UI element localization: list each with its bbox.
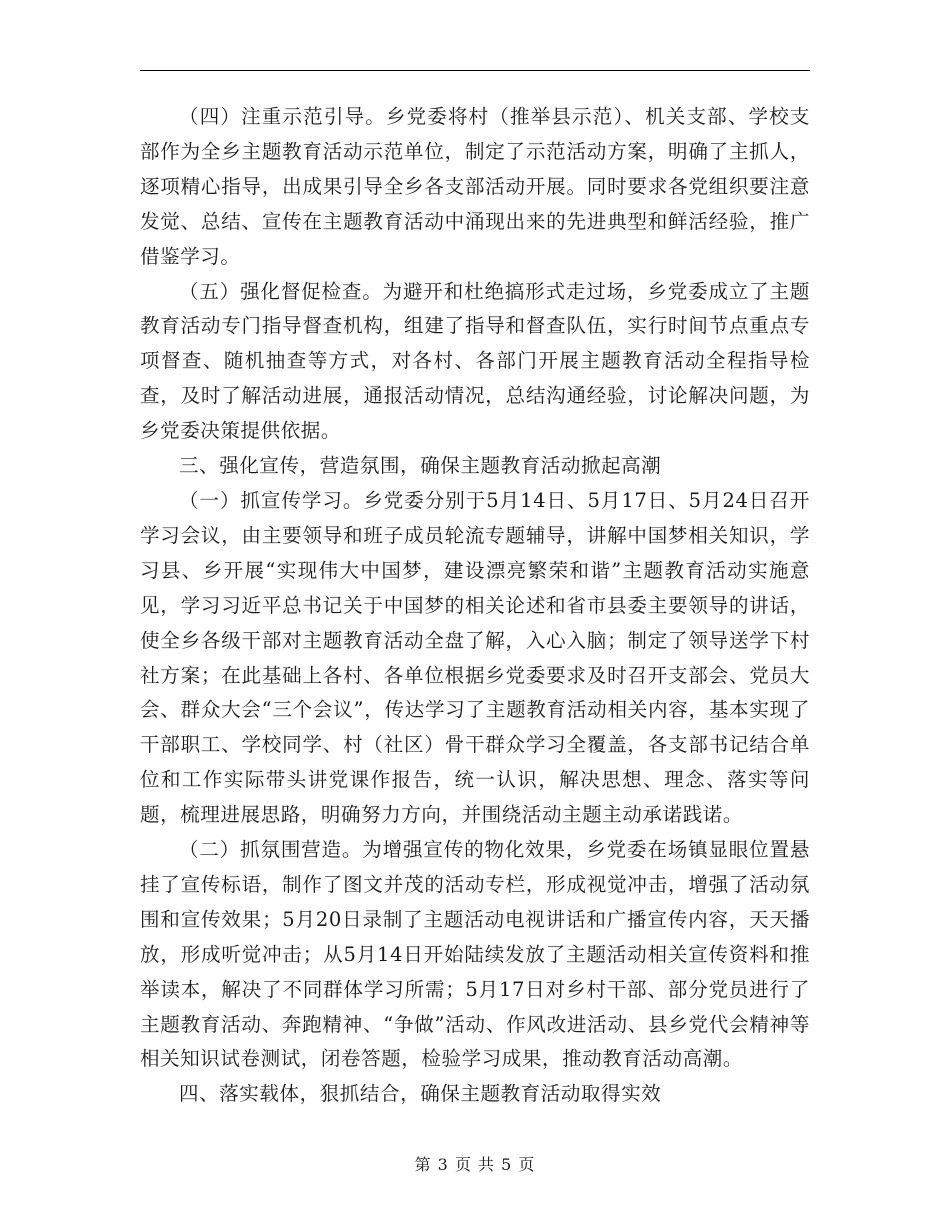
paragraph-demonstration-guidance: （四）注重示范引导。乡党委将村（推举县示范）、机关支部、学校支部作为全乡主题教育活动示范单位，制定了示范活动方案，明确了主抓人，逐项精心指导，出成果引导全乡各支部活动开展。同时要求各党组织要注意发觉、总结、宣传在主题教育活动中涌现出来的先进典型和鲜活经验，推广借鉴学习。 bbox=[140, 105, 810, 268]
document-body bbox=[140, 100, 810, 1112]
paragraph-atmosphere-building: （二）抓氛围营造。为增强宣传的物化效果，乡党委在场镇显眼位置悬挂了宣传标语，制作了图文并茂的活动专栏，形成视觉冲击，增强了活动氛围和宣传效果；5月20日录制了主题活动电视讲话和广播宣传内容，天天播放，形成听觉冲击；从5月14日开始陆续发放了主题活动相关宣传资料和推举读本，解决了不同群体学习所需；5月17日对乡村干部、部分党员进行了主题教育活动、奔跑精神、“争做”活动、作风改进活动、县乡党代会精神等相关知识试卷测试，闭卷答题，检验学习成果，推动教育活动高潮。 bbox=[140, 838, 810, 1071]
page-number-footer: 第 3 页 共 5 页 bbox=[414, 1155, 536, 1174]
header-rule bbox=[140, 70, 810, 71]
section-heading-publicity: 三、强化宣传，营造氛围，确保主题教育活动掀起高潮 bbox=[179, 454, 662, 478]
paragraph-supervision-inspection: （五）强化督促检查。为避开和杜绝搞形式走过场，乡党委成立了主题教育活动专门指导督查机构，组建了指导和督查队伍，实行时间节点重点专项督查、随机抽查等方式，对各村、各部门开展主题教育活动全程指导检查，及时了解活动进展，通报活动情况，总结沟通经验，讨论解决问题，为乡党委决策提供依据。 bbox=[140, 279, 810, 443]
section-heading-implementation: 四、落实载体，狠抓结合，确保主题教育活动取得实效 bbox=[179, 1082, 662, 1106]
paragraph-publicity-study: （一）抓宣传学习。乡党委分别于5月14日、5月17日、5月24日召开学习会议，由主要领导和班子成员轮流专题辅导，讲解中国梦相关知识，学习县、乡开展“实现伟大中国梦，建设漂亮繁荣和谐”主题教育活动实施意见，学习习近平总书记关于中国梦的相关论述和省市县委主要领导的讲话，使全乡各级干部对主题教育活动全盘了解，入心入脑；制定了领导送学下村社方案；在此基础上各村、各单位根据乡党委要求及时召开支部会、党员大会、群众大会“三个会议”，传达学习了主题教育活动相关内容，基本实现了干部职工、学校同学、村（社区）骨干群众学习全覆盖，各支部书记结合单位和工作实际带头讲党课作报告，统一认识，解决思想、理念、落实等问题，梳理进展思路，明确努力方向，并围绕活动主题主动承诺践诺。 bbox=[140, 488, 810, 827]
